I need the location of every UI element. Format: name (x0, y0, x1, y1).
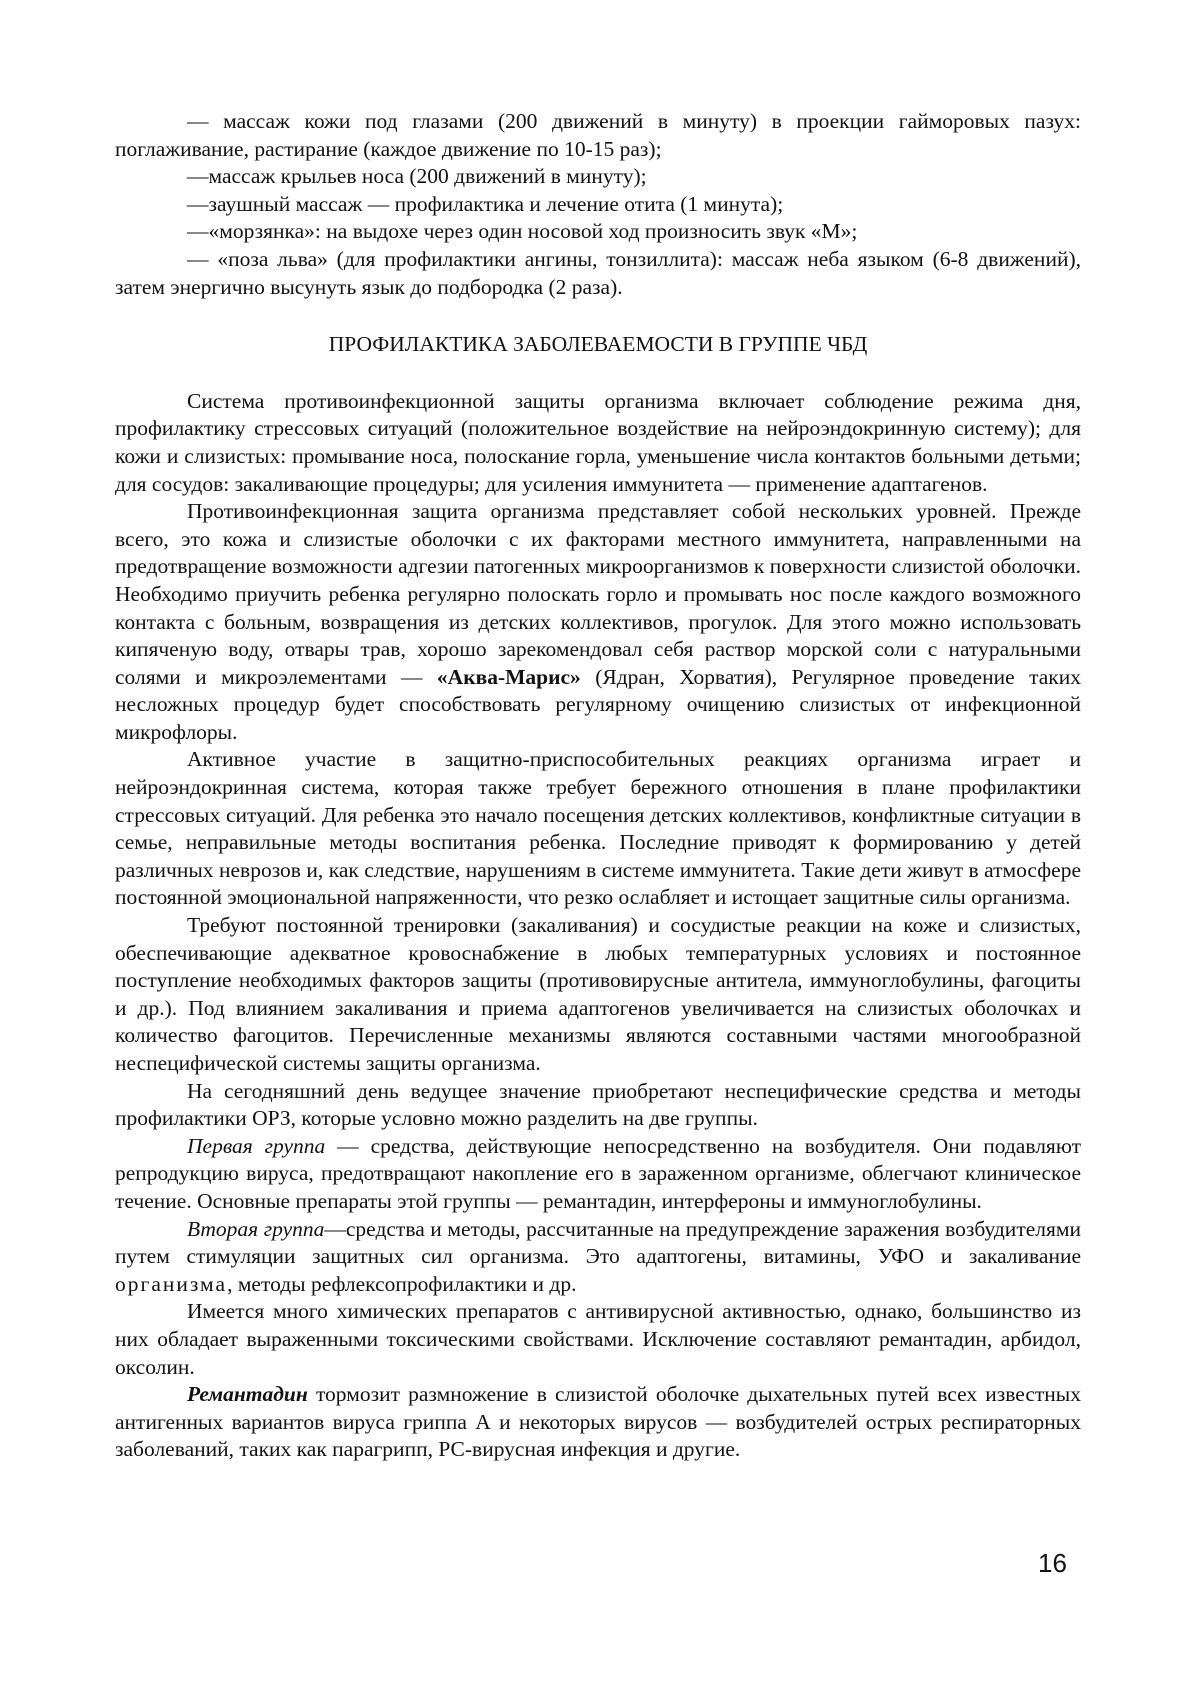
paragraph (115, 1216, 1081, 1299)
paragraph-text: тормозит размножение в слизистой оболочке дыхательных путей всех известных антигенных вариантов вируса гриппа А и некоторых вирусов — возбудителей острых респираторных заболеваний, таких как парагрипп, РС-вирусная инфекция и другие. (115, 1382, 1081, 1462)
list-item: —«морзянка»: на выдохе через один носовой ход произносить звук «М»; (187, 219, 858, 244)
paragraph-text: (Ядран, Хорватия), Регулярное проведение таких несложных процедур будет способствовать регулярному очищению слизистых от инфекционной микрофлоры. (115, 664, 1081, 744)
group-term: Вторая группа (187, 1216, 325, 1241)
section-heading: ПРОФИЛАКТИКА ЗАБОЛЕВАЕМОСТИ В ГРУППЕ ЧБД (328, 332, 868, 357)
paragraph-text: — средства, действующие непосредственно на возбудителя. Они подавляют репродукцию вируса, предотвращают накопление его в зараженном организме, облегчают клиническое течение. Основные препараты этой группы — ремантадин, интерфероны и иммуноглобулины. (115, 1133, 1081, 1213)
paragraph-text: Противоинфекционная защита организма представляет собой нескольких уровней. Прежде всего, это кожа и слизистые оболочки с их факторами местного иммунитета, направленными на предотвращение возможности адгезии патогенных микроорганизмов к поверхности слизистой оболочки. Необходимо приучить ребенка регулярно полоскать горло и промывать нос после каждого возможного контакта с больным, возвращения из детских коллективов, прогулок. Для этого можно использовать кипяченую воду, отвары трав, хорошо зарекомендовал себя раствор морской соли с натуральными солями и микроэлементами — (115, 499, 1081, 689)
paragraph: На сегодняшний день ведущее значение приобретают неспецифические средства и методы профилактики ОРЗ, которые условно можно разделить на две группы. (115, 1078, 1081, 1131)
paragraph: Имеется много химических препаратов с антивирусной активностью, однако, большинство из них обладает выраженными токсическими свойствами. Исключение составляют ремантадин, арбидол, оксолин. (115, 1299, 1081, 1379)
list-item: —заушный массаж — профилактика и лечение отита (1 минута); (187, 191, 784, 216)
paragraph: Требуют постоянной тренировки (закаливания) и сосудистые реакции на коже и слизистых, обеспечивающие адекватное кровоснабжение в любых температурных условиях и постоянное поступление необходимых факторов защиты (противовирусные антитела, иммуноглобулины, фагоциты и др.). Под влиянием закаливания и приема адаптогенов увеличивается на слизистых оболочках и количество фагоцитов. Перечисленные механизмы являются составными частями многообразной неспецифической системы защиты организма. (115, 913, 1081, 1075)
paragraph (115, 1133, 1081, 1216)
paragraph (115, 498, 1081, 746)
page-number: 16 (1038, 1548, 1067, 1578)
page-body (115, 108, 1081, 1464)
list-item: — «поза льва» (для профилактики ангины, тонзиллита): массаж неба языком (6-8 движений), затем энергично высунуть язык до подбородка (2 раза). (115, 246, 1081, 299)
list-item: — массаж кожи под глазами (200 движений в минуту) в проекции гайморовых пазух: поглаживание, растирание (каждое движение по 10-15 раз); (115, 109, 1081, 161)
group-term: Первая группа (187, 1133, 326, 1158)
paragraph-text: , методы рефлексопрофилактики и др. (227, 1271, 577, 1296)
paragraph: Система противоинфекционной защиты организма включает соблюдение режима дня, профилактику стрессовых ситуаций (положительное воздействие на нейроэндокринную систему); для кожи и слизистых: промывание носа, полоскание горла, уменьшение числа контактов больными детьми; для сосудов: закаливающие процедуры; для усиления иммунитета — применение адаптагенов. (115, 388, 1081, 496)
drug-name: Ремантадин (187, 1382, 308, 1407)
spaced-word: организма (115, 1271, 228, 1296)
paragraph (115, 1381, 1081, 1464)
paragraph: Активное участие в защитно-приспособительных реакциях организма играет и нейроэндокринная система, которая также требует бережного отношения в плане профилактики стрессовых ситуаций. Для ребенка это начало посещения детских коллективов, конфликтные ситуации в семье, неправильные методы воспитания ребенка. Последние приводят к формированию у детей различных неврозов и, как следствие, нарушениям в системе иммунитета. Такие дети живут в атмосфере постоянной эмоциональной напряженности, что резко ослабляет и истощает защитные силы организма. (115, 747, 1081, 910)
brand-name: «Аква-Марис» (436, 664, 581, 689)
list-item: —массаж крыльев носа (200 движений в минуту); (187, 164, 647, 189)
paragraph-text: —средства и методы, рассчитанные на предупреждение заражения возбудителями путем стимуляции защитных сил организма. Это адаптогены, витамины, УФО и закаливание (115, 1216, 1081, 1269)
